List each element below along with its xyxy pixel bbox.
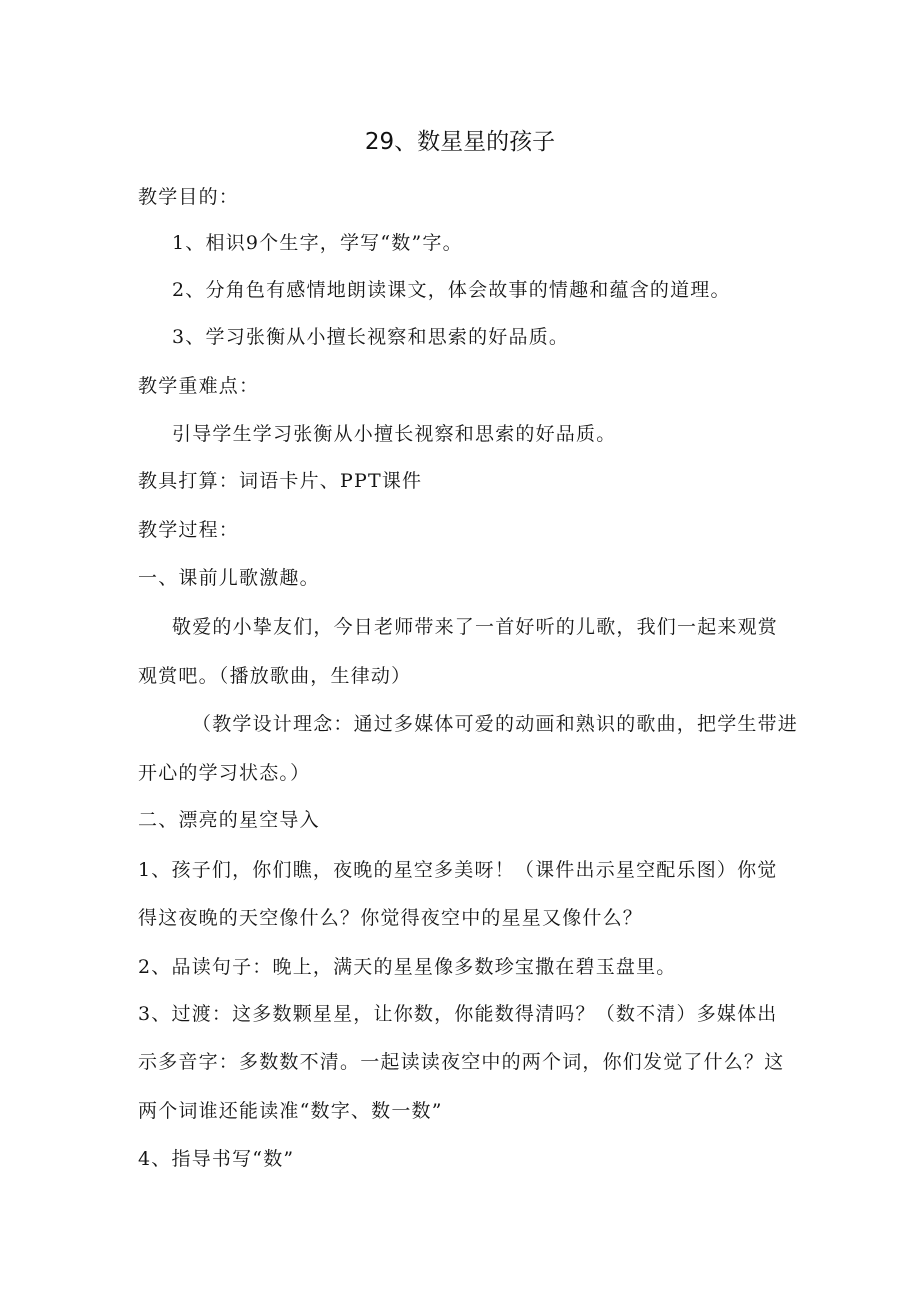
section-1-paragraph-line-2: 观赏吧。（播放歌曲，生律动） [138, 665, 412, 687]
key-points-heading: 教学重难点： [138, 375, 260, 397]
section-2-item-1-line-1: 1、孩子们，你们瞧，夜晚的星空多美呀！（课件出示星空配乐图）你觉 [138, 859, 778, 881]
design-note-line-2: 开心的学习状态。） [138, 762, 311, 784]
key-points-text: 引导学生学习张衡从小擅长视察和思索的好品质。 [172, 423, 617, 445]
goal-item-3: 3、学习张衡从小擅长视察和思索的好品质。 [172, 326, 570, 348]
design-note-line-1: （教学设计理念：通过多媒体可爱的动画和熟识的歌曲，把学生带进 [192, 713, 799, 735]
section-1-paragraph-line-1: 敬爱的小挚友们，今日老师带来了一首好听的儿歌，我们一起来观赏 [172, 616, 779, 638]
section-2-heading: 二、漂亮的星空导入 [138, 809, 320, 831]
section-1-heading: 一、课前儿歌激趣。 [138, 567, 320, 589]
section-2-item-1-line-2: 得这夜晚的天空像什么？你觉得夜空中的星星又像什么？ [138, 907, 644, 929]
goal-item-2: 2、分角色有感情地朗读课文，体会故事的情趣和蕴含的道理。 [172, 279, 731, 301]
section-2-item-3-line-3: 两个词谁还能读准“数字、数一数” [138, 1100, 443, 1122]
goals-heading: 教学目的： [138, 186, 240, 208]
section-2-item-2: 2、品读句子：晚上，满天的星星像多数珍宝撒在碧玉盘里。 [138, 956, 677, 978]
goal-item-1: 1、相识9个生字，学写“数”字。 [172, 232, 463, 254]
tools-line: 教具打算：词语卡片、PPT课件 [138, 470, 423, 492]
section-2-item-3-line-1: 3、过渡：这多数颗星星，让你数，你能数得清吗？（数不清）多媒体出 [138, 1003, 778, 1025]
section-2-item-3-line-2: 示多音字：多数数不清。一起读读夜空中的两个词，你们发觉了什么？这 [138, 1051, 785, 1073]
page-title: 29、数星星的孩子 [364, 129, 556, 155]
process-heading: 教学过程： [138, 519, 240, 541]
section-2-item-4: 4、指导书写“数” [138, 1148, 295, 1170]
